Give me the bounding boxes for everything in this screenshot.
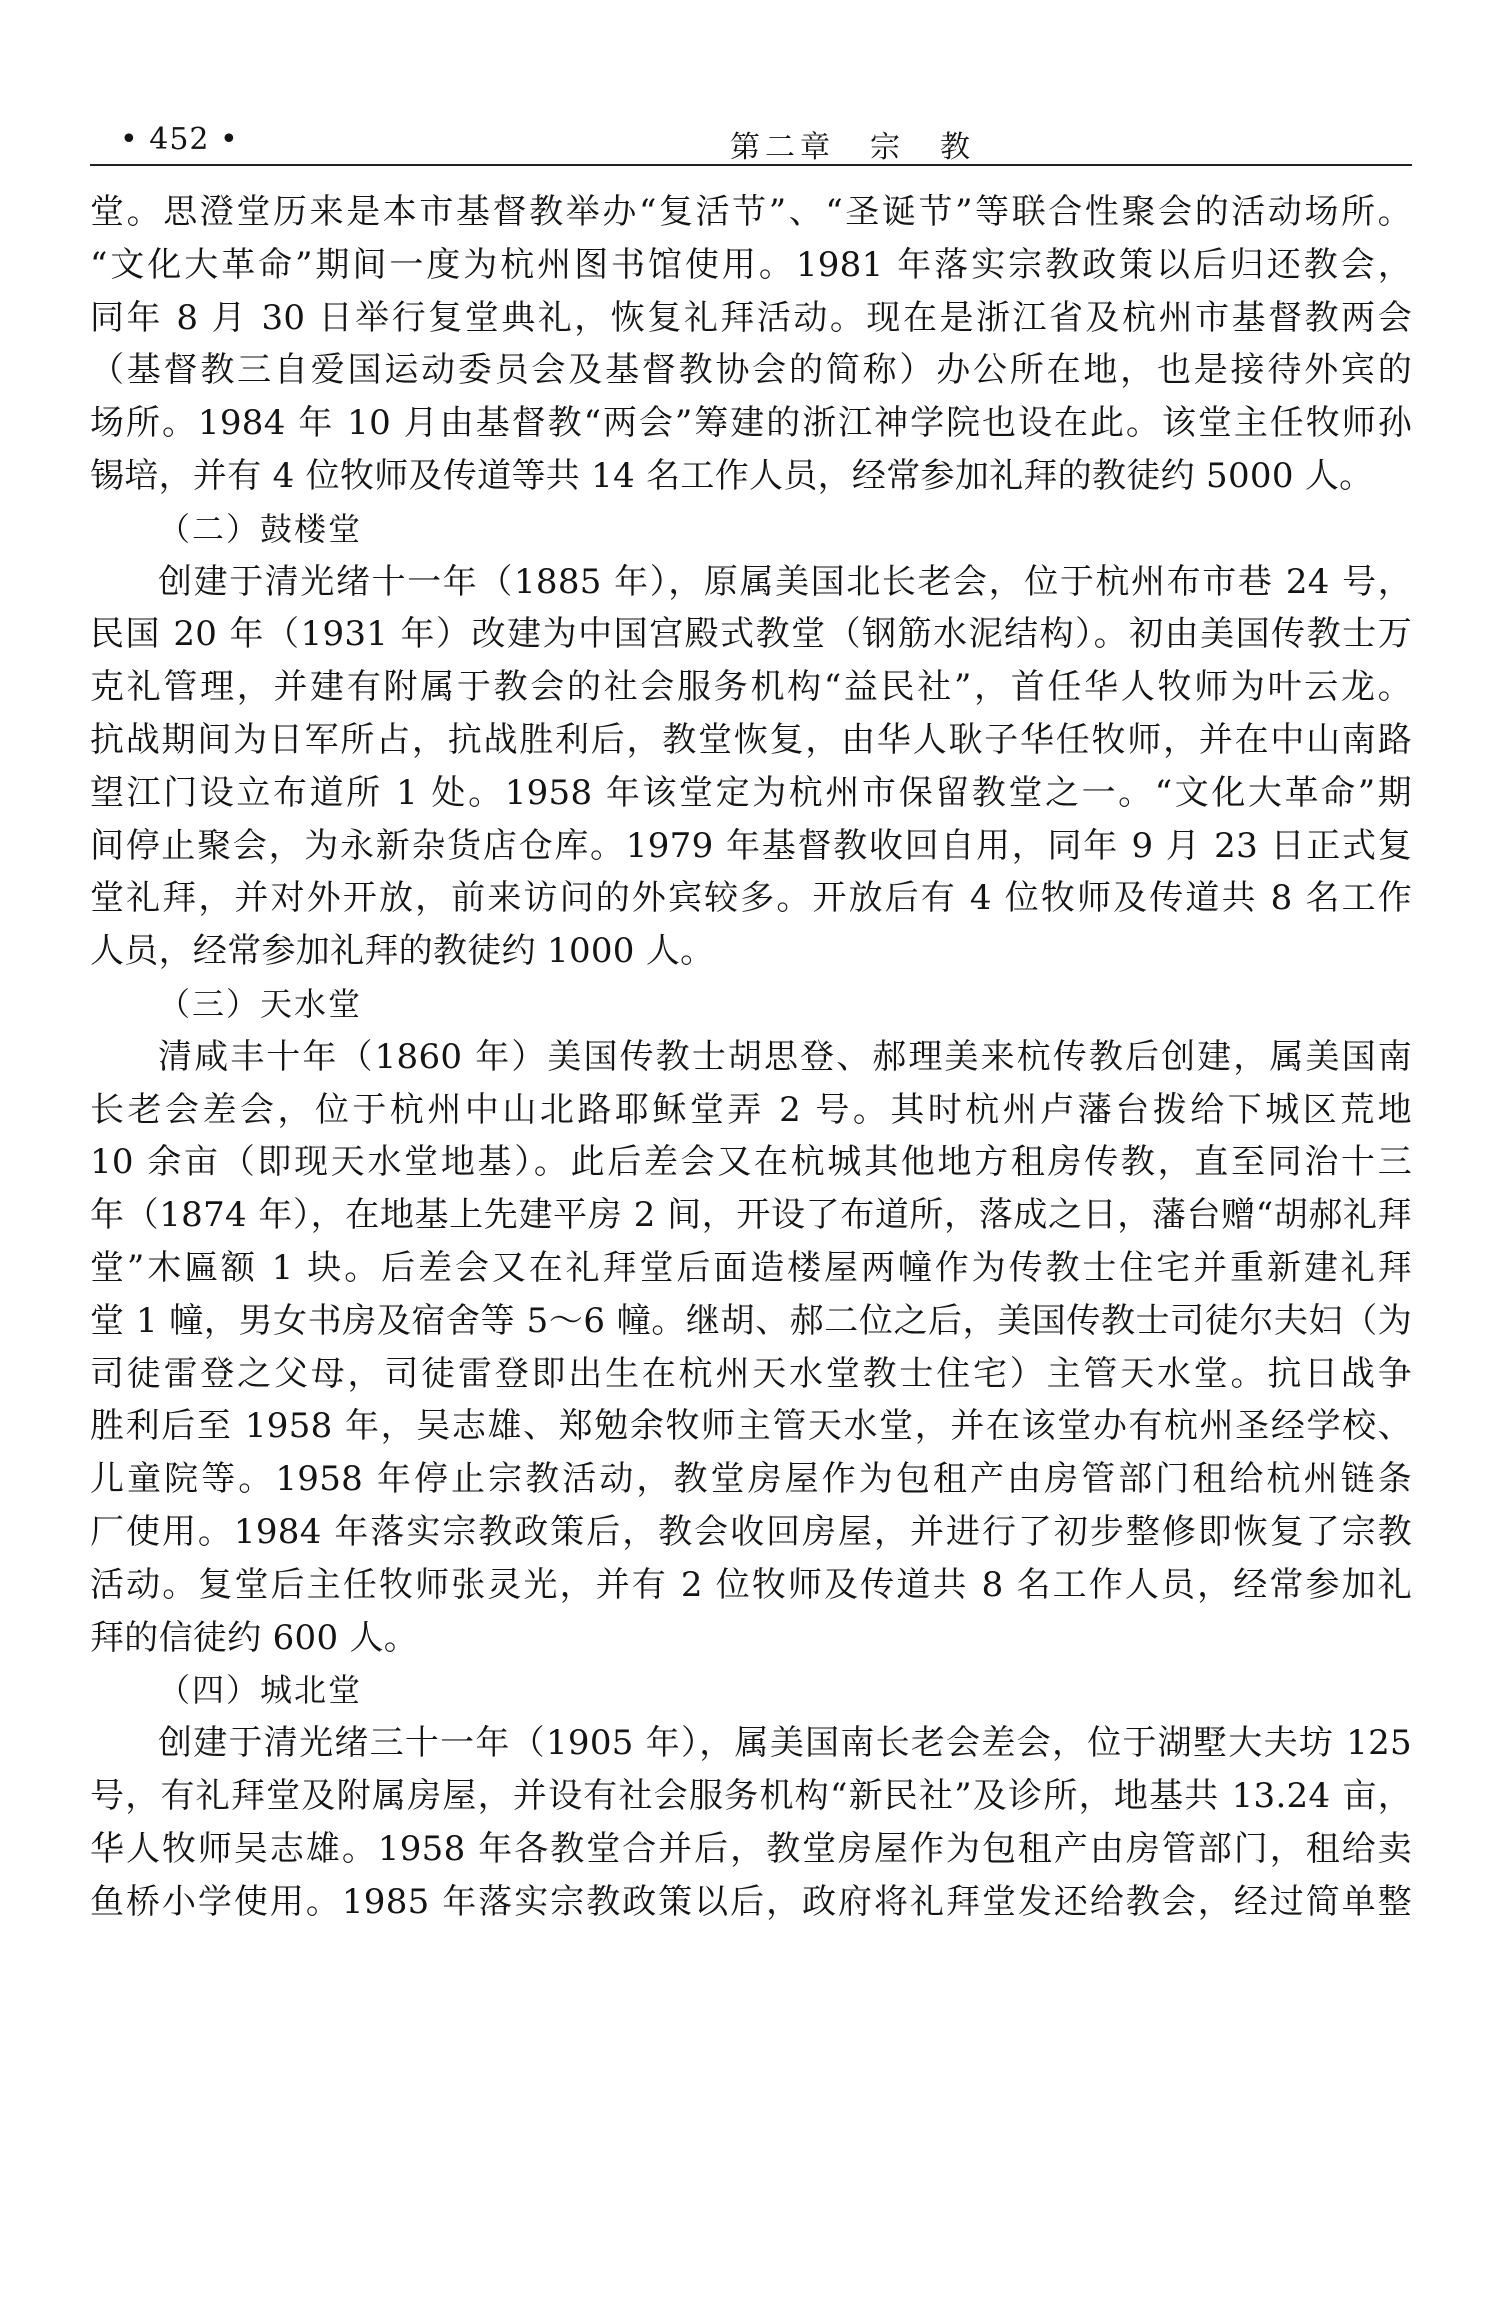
section-heading-tianshui: （三）天水堂 bbox=[158, 984, 363, 1023]
text-line: 堂礼拜，并对外开放，前来访问的外宾较多。开放后有 4 位牧师及传道共 8 名工作 bbox=[90, 878, 1412, 919]
text-line: 10 余亩（即现天水堂地基）。此后差会又在杭城其他地方租房传教，直至同治十三 bbox=[90, 1142, 1412, 1183]
body-text bbox=[90, 186, 1412, 1928]
text-line: 同年 8 月 30 日举行复堂典礼，恢复礼拜活动。现在是浙江省及杭州市基督教两会 bbox=[90, 297, 1412, 338]
text-line: 堂 1 幢，男女书房及宿舍等 5～6 幢。继胡、郝二位之后，美国传教士司徒尔夫妇（为 bbox=[90, 1300, 1412, 1341]
text-line: 创建于清光绪三十一年（1905 年），属美国南长老会差会，位于湖墅大夫坊 125 bbox=[158, 1723, 1412, 1764]
text-line: 华人牧师吴志雄。1958 年各教堂合并后，教堂房屋作为包租产由房管部门，租给卖 bbox=[90, 1828, 1412, 1869]
text-line: 场所。1984 年 10 月由基督教“两会”筹建的浙江神学院也设在此。该堂主任牧师孙 bbox=[90, 403, 1412, 444]
section-heading-gulou: （二）鼓楼堂 bbox=[158, 509, 363, 548]
text-line: 胜利后至 1958 年，吴志雄、郑勉余牧师主管天水堂，并在该堂办有杭州圣经学校、 bbox=[90, 1406, 1412, 1447]
text-line: 拜的信徒约 600 人。 bbox=[90, 1617, 419, 1658]
text-line: 堂”木匾额 1 块。后差会又在礼拜堂后面造楼屋两幢作为传教士住宅并重新建礼拜 bbox=[90, 1247, 1412, 1288]
text-line: 长老会差会，位于杭州中山北路耶稣堂弄 2 号。其时杭州卢藩台拨给下城区荒地 bbox=[90, 1089, 1412, 1130]
header-rule bbox=[90, 164, 1412, 166]
text-line: 人员，经常参加礼拜的教徒约 1000 人。 bbox=[90, 931, 715, 972]
text-line: 锡培，并有 4 位牧师及传道等共 14 名工作人员，经常参加礼拜的教徒约 5000 人。 bbox=[90, 455, 1374, 496]
page-header bbox=[90, 112, 1412, 165]
text-line: “文化大革命”期间一度为杭州图书馆使用。1981 年落实宗教政策以后归还教会， bbox=[90, 244, 1412, 285]
text-line: 间停止聚会，为永新杂货店仓库。1979 年基督教收回自用，同年 9 月 23 日正式复 bbox=[90, 825, 1412, 866]
text-line: 创建于清光绪十一年（1885 年），原属美国北长老会，位于杭州布市巷 24 号， bbox=[158, 561, 1412, 602]
text-line: 克礼管理，并建有附属于教会的社会服务机构“益民社”，首任华人牧师为叶云龙。 bbox=[90, 667, 1412, 708]
running-title: 第二章 宗 教 bbox=[730, 130, 975, 165]
text-line: 望江门设立布道所 1 处。1958 年该堂定为杭州市保留教堂之一。“文化大革命”期 bbox=[90, 772, 1412, 813]
page-number: • 452 • bbox=[120, 122, 239, 157]
text-line: 鱼桥小学使用。1985 年落实宗教政策以后，政府将礼拜堂发还给教会，经过简单整 bbox=[90, 1881, 1412, 1922]
text-line: 司徒雷登之父母，司徒雷登即出生在杭州天水堂教士住宅）主管天水堂。抗日战争 bbox=[90, 1353, 1412, 1394]
text-line: 号，有礼拜堂及附属房屋，并设有社会服务机构“新民社”及诊所，地基共 13.24 亩， bbox=[90, 1775, 1412, 1816]
section-heading-chengbei: （四）城北堂 bbox=[158, 1671, 363, 1710]
text-line: 抗战期间为日军所占，抗战胜利后，教堂恢复，由华人耿子华任牧师，并在中山南路 bbox=[90, 719, 1412, 760]
text-line: 年（1874 年），在地基上先建平房 2 间，开设了布道所，落成之日，藩台赠“胡郝礼拜 bbox=[90, 1195, 1412, 1236]
text-line: 厂使用。1984 年落实宗教政策后，教会收回房屋，并进行了初步整修即恢复了宗教 bbox=[90, 1511, 1412, 1552]
text-line: 民国 20 年（1931 年）改建为中国宫殿式教堂（钢筋水泥结构）。初由美国传教士万 bbox=[90, 614, 1412, 655]
text-line: 活动。复堂后主任牧师张灵光，并有 2 位牧师及传道共 8 名工作人员，经常参加礼 bbox=[90, 1564, 1412, 1605]
text-line: 清咸丰十年（1860 年）美国传教士胡思登、郝理美来杭传教后创建，属美国南 bbox=[158, 1036, 1412, 1077]
text-line: 堂。思澄堂历来是本市基督教举办“复活节”、“圣诞节”等联合性聚会的活动场所。 bbox=[90, 192, 1412, 232]
text-line: （基督教三自爱国运动委员会及基督教协会的简称）办公所在地，也是接待外宾的 bbox=[90, 350, 1412, 391]
text-line: 儿童院等。1958 年停止宗教活动，教堂房屋作为包租产由房管部门租给杭州链条 bbox=[90, 1459, 1412, 1500]
